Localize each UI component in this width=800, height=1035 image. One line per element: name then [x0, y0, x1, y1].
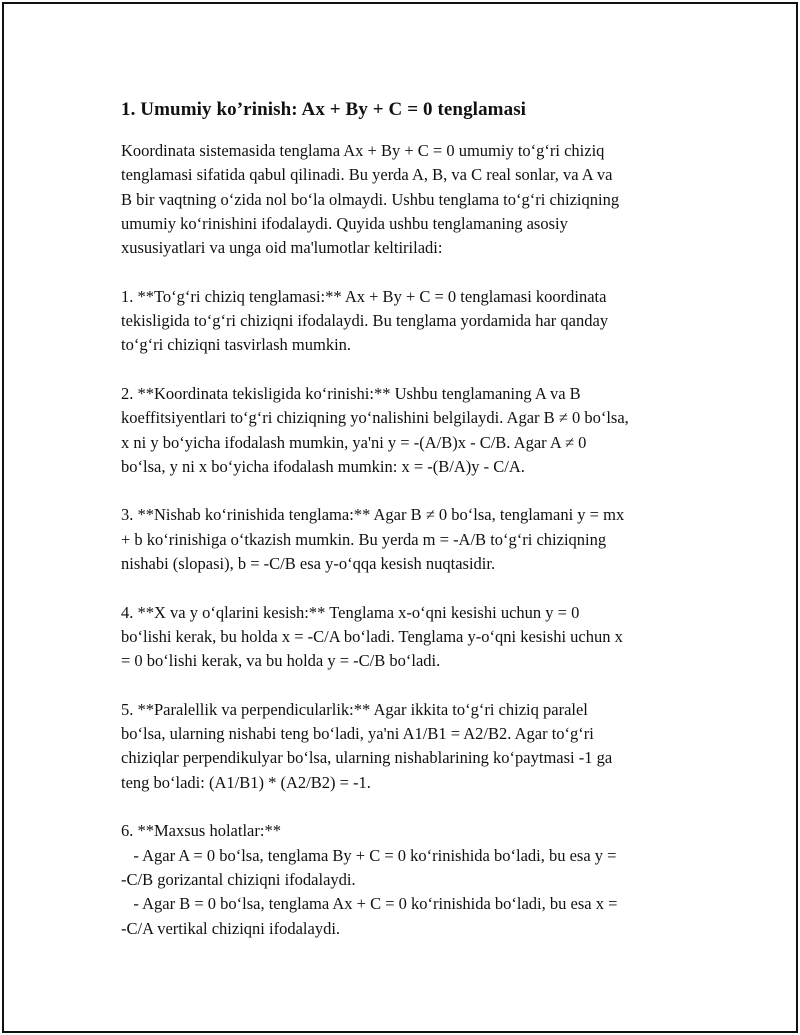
text-line: chiziqlar perpendikulyar boʻlsa, ularning nishablarining koʻpaytmasi -1 ga	[121, 748, 613, 768]
list-item-2	[121, 382, 691, 479]
text-line: -C/A vertikal chiziqni ifodalaydi.	[121, 918, 341, 938]
text-line: boʻlsa, y ni x boʻyicha ifodalash mumkin: x = -(B/A)y - C/A.	[121, 456, 525, 476]
intro-paragraph	[121, 139, 691, 260]
text-line: xususiyatlari va unga oid ma'lumotlar keltiriladi:	[121, 238, 443, 258]
text-line: nishabi (slopasi), b = -C/B esa y-oʻqqa kesish nuqtasidir.	[121, 554, 496, 574]
text-line: = 0 boʻlishi kerak, va bu holda y = -C/B boʻladi.	[121, 651, 441, 671]
text-line: -C/B gorizantal chiziqni ifodalaydi.	[121, 869, 356, 889]
paragraph-spacer	[121, 479, 691, 503]
text-line: umumiy koʻrinishini ifodalaydi. Quyida ushbu tenglamaning asosiy	[121, 213, 568, 233]
paragraph-spacer	[121, 576, 691, 600]
text-line: 5. **Paralellik va perpendicularlik:** Agar ikkita toʻgʻri chiziq paralel	[121, 699, 588, 719]
text-line: + b koʻrinishiga oʻtkazish mumkin. Bu yerda m = -A/B toʻgʻri chiziqning	[121, 529, 607, 549]
list-item-1	[121, 285, 691, 358]
paragraph-spacer	[121, 260, 691, 284]
text-line: 2. **Koordinata tekisligida koʻrinishi:** Ushbu tenglamaning A va B	[121, 383, 581, 403]
text-line: B bir vaqtning oʻzida nol boʻla olmaydi. Ushbu tenglama toʻgʻri chiziqning	[121, 189, 620, 209]
text-line: - Agar B = 0 boʻlsa, tenglama Ax + C = 0 koʻrinishida boʻladi, bu esa x =	[121, 894, 618, 914]
text-line: 1. **Toʻgʻri chiziq tenglamasi:** Ax + By + C = 0 tenglamasi koordinata	[121, 286, 607, 306]
list-item-3	[121, 503, 691, 576]
document-body	[121, 139, 691, 941]
paragraph-spacer	[121, 795, 691, 819]
text-line: - Agar A = 0 boʻlsa, tenglama By + C = 0 koʻrinishida boʻladi, bu esa y =	[121, 845, 617, 865]
list-item-4	[121, 601, 691, 674]
text-line: toʻgʻri chiziqni tasvirlash mumkin.	[121, 335, 352, 355]
page-frame	[2, 2, 798, 1033]
list-item-5	[121, 698, 691, 795]
list-item-6	[121, 819, 691, 940]
text-line: teng boʻladi: (A1/B1) * (A2/B2) = -1.	[121, 772, 371, 792]
text-line: Koordinata sistemasida tenglama Ax + By + C = 0 umumiy toʻgʻri chiziq	[121, 141, 605, 160]
document-content	[121, 96, 691, 941]
paragraph-spacer	[121, 674, 691, 698]
text-line: tekisligida toʻgʻri chiziqni ifodalaydi. Bu tenglama yordamida har qanday	[121, 311, 609, 331]
text-line: tenglamasi sifatida qabul qilinadi. Bu yerda A, B, va C real sonlar, va A va	[121, 165, 613, 185]
text-line: x ni y boʻyicha ifodalash mumkin, ya'ni y = -(A/B)x - C/B. Agar A ≠ 0	[121, 432, 587, 452]
text-line: boʻlishi kerak, bu holda x = -C/A boʻladi. Tenglama y-oʻqni kesishi uchun x	[121, 626, 623, 646]
text-line: 3. **Nishab koʻrinishida tenglama:** Agar B ≠ 0 boʻlsa, tenglamani y = mx	[121, 505, 625, 525]
text-line: koeffitsiyentlari toʻgʻri chiziqning yoʻnalishini belgilaydi. Agar B ≠ 0 boʻlsa,	[121, 408, 629, 428]
document-title: 1. Umumiy koʼrinish: Ax + By + C = 0 tenglamasi	[121, 99, 527, 120]
paragraph-spacer	[121, 358, 691, 382]
text-line: 4. **X va y oʻqlarini kesish:** Tenglama x-oʻqni kesishi uchun y = 0	[121, 602, 580, 622]
text-line: boʻlsa, ularning nishabi teng boʻladi, ya'ni A1/B1 = A2/B2. Agar toʻgʻri	[121, 724, 594, 744]
text-line: 6. **Maxsus holatlar:**	[121, 821, 281, 841]
